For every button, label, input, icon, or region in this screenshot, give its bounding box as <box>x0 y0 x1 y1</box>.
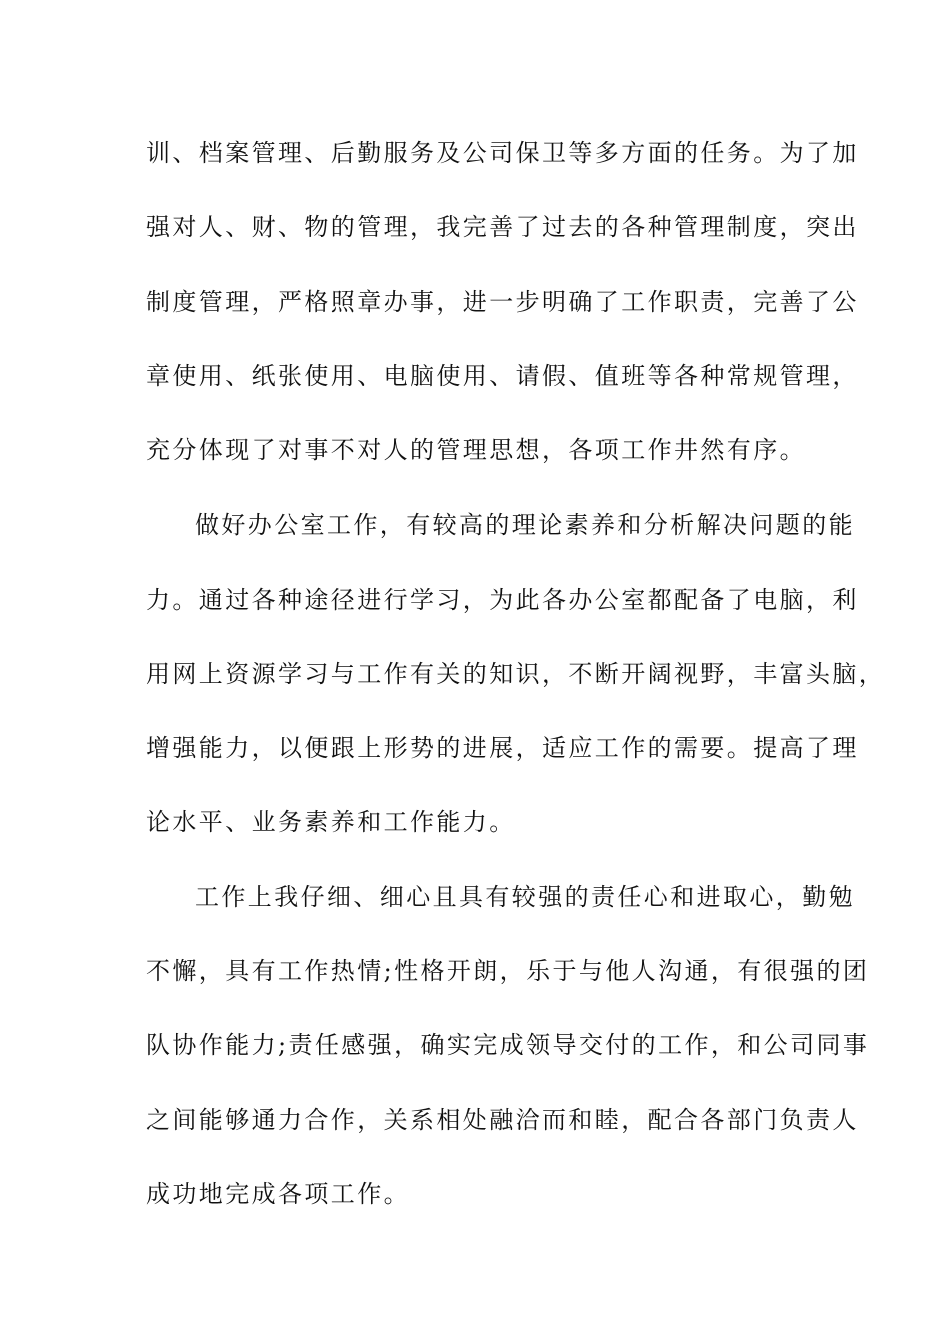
body-text-line: 成功地完成各项工作。 <box>146 1180 410 1208</box>
body-text-line: 论水平、业务素养和工作能力。 <box>146 808 516 836</box>
body-text-line: 不懈，具有工作热情;性格开朗，乐于与他人沟通，有很强的团 <box>146 957 870 985</box>
paragraph-first-line: 做好办公室工作，有较高的理论素养和分析解决问题的能 <box>195 511 855 539</box>
body-text-line: 训、档案管理、后勤服务及公司保卫等多方面的任务。为了加 <box>146 139 859 167</box>
body-text-line: 力。通过各种途径进行学习，为此各办公室都配备了电脑，利 <box>146 586 859 614</box>
body-text-line: 用网上资源学习与工作有关的知识，不断开阔视野，丰富头脑， <box>146 660 886 688</box>
body-text-line: 队协作能力;责任感强，确实完成领导交付的工作，和公司同事 <box>146 1031 870 1059</box>
body-text-line: 制度管理，严格照章办事，进一步明确了工作职责，完善了公 <box>146 288 859 316</box>
body-text-line: 之间能够通力合作，关系相处融洽而和睦，配合各部门负责人 <box>146 1106 859 1134</box>
body-text-line: 增强能力，以便跟上形势的进展，适应工作的需要。提高了理 <box>146 734 859 762</box>
body-text-line: 充分体现了对事不对人的管理思想，各项工作井然有序。 <box>146 436 806 464</box>
paragraph-first-line: 工作上我仔细、细心且具有较强的责任心和进取心，勤勉 <box>195 883 855 911</box>
body-text-line: 强对人、财、物的管理，我完善了过去的各种管理制度，突出 <box>146 213 859 241</box>
body-text-line: 章使用、纸张使用、电脑使用、请假、值班等各种常规管理， <box>146 362 859 390</box>
